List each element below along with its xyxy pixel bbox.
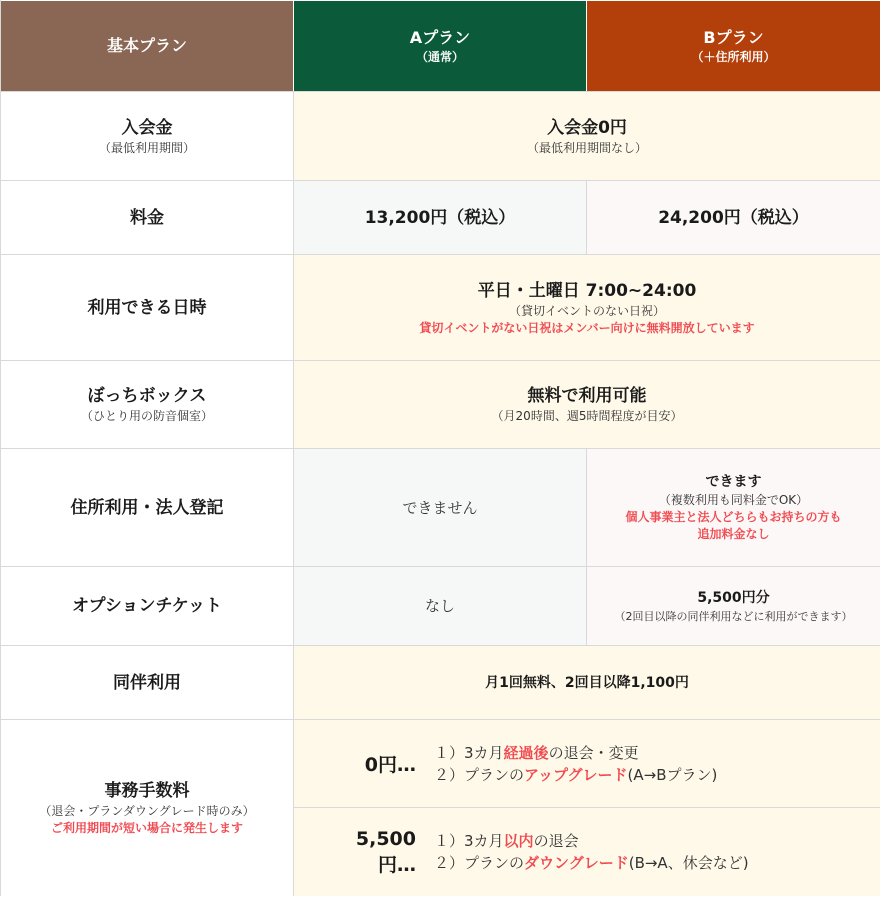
admin-fee-tier-1	[294, 719, 880, 807]
address-plan-b-cell	[587, 448, 880, 566]
row-label-hours	[1, 254, 294, 360]
row-label-option	[1, 566, 294, 645]
admission-value-note: （最低利用期間なし）	[526, 140, 647, 155]
fee-plan-a-cell	[294, 180, 587, 254]
admin-fee-tier-1-line-1: １）3カ月経過後の退会・変更	[434, 743, 639, 762]
fee-plan-a: 13,200円（税込）	[364, 207, 516, 228]
row-label-admin-fee	[1, 719, 294, 896]
booth-label-note: （ひとり用の防音個室）	[80, 409, 213, 423]
fee-plan-b-cell	[587, 180, 880, 254]
header-basic-plan	[1, 0, 294, 91]
admission-value: 入会金0円	[547, 117, 627, 138]
hours-label: 利用できる日時	[87, 297, 207, 318]
admin-fee-tier-1-conditions	[434, 742, 717, 786]
option-plan-a: なし	[424, 597, 455, 615]
address-plan-b-highlight-1: 個人事業主と法人どちらもお持ちの方も	[625, 510, 842, 524]
header-basic-plan-label: 基本プラン	[106, 36, 187, 55]
booth-value-note: （月20時間、週5時間程度が目安）	[491, 409, 683, 423]
hours-note: （貸切イベントのない日祝）	[508, 303, 665, 318]
booth-label: ぼっちボックス	[87, 386, 207, 406]
admin-fee-label-highlight: ご利用期間が短い場合に発生します	[50, 821, 243, 835]
header-plan-b	[587, 0, 880, 91]
admin-fee-tier-2-amount: 5,500円…	[355, 827, 416, 876]
admin-fee-tier-1-line-2: ２）プランのアップグレード(A→Bプラン)	[434, 765, 718, 784]
admin-fee-label-note: （退会・プランダウングレード時のみ）	[39, 804, 255, 818]
fee-label: 料金	[130, 207, 164, 228]
row-label-fee	[1, 180, 294, 254]
address-plan-a: できません	[402, 498, 478, 517]
admin-fee-label: 事務手数料	[104, 781, 190, 801]
address-plan-b: できます	[705, 474, 762, 490]
option-plan-b: 5,500円分	[697, 589, 770, 606]
hours-value-cell	[294, 254, 880, 360]
row-label-booth	[1, 360, 294, 448]
address-plan-b-note: （複数利用も同料金でOK）	[658, 493, 809, 507]
admission-value-cell	[294, 91, 880, 180]
address-label: 住所利用・法人登記	[70, 497, 224, 518]
hours-value: 平日・土曜日 7:00~24:00	[477, 280, 697, 301]
plan-b-name: Bプラン	[703, 28, 764, 47]
plan-a-name: Aプラン	[409, 28, 471, 47]
booth-value: 無料で利用可能	[527, 386, 647, 406]
booth-value-cell	[294, 360, 880, 448]
admin-fee-tier-1-amount: 0円…	[364, 754, 416, 776]
header-plan-a	[294, 0, 587, 91]
admin-fee-tier-2-conditions	[434, 830, 749, 874]
plan-b-note: （＋住所利用）	[691, 50, 776, 64]
admin-fee-tier-2-line-2: ２）プランのダウングレード(B→A、休会など)	[434, 854, 749, 872]
row-label-admission	[1, 91, 294, 180]
companion-value: 月1回無料、2回目以降1,100円	[485, 674, 689, 691]
row-label-companion	[1, 645, 294, 719]
admin-fee-tier-2-line-1: １）3カ月以内の退会	[434, 832, 579, 850]
hours-highlight: 貸切イベントがない日祝はメンバー向けに無料開放しています	[419, 320, 755, 335]
admin-fee-tier-2	[294, 807, 880, 896]
address-plan-a-cell	[294, 448, 587, 566]
option-plan-a-cell	[294, 566, 587, 645]
row-label-address	[1, 448, 294, 566]
option-plan-b-cell	[587, 566, 880, 645]
plan-a-note: （通常）	[415, 50, 464, 64]
option-label: オプションチケット	[72, 596, 222, 616]
companion-label: 同伴利用	[113, 672, 181, 693]
companion-value-cell	[294, 645, 880, 719]
option-plan-b-note: （2回目以降の同伴利用などに利用ができます）	[614, 609, 853, 623]
admission-label: 入会金	[121, 117, 173, 138]
fee-plan-b: 24,200円（税込）	[658, 207, 809, 228]
address-plan-b-highlight-2: 追加料金なし	[697, 527, 770, 541]
admission-label-note: （最低利用期間）	[98, 140, 195, 155]
